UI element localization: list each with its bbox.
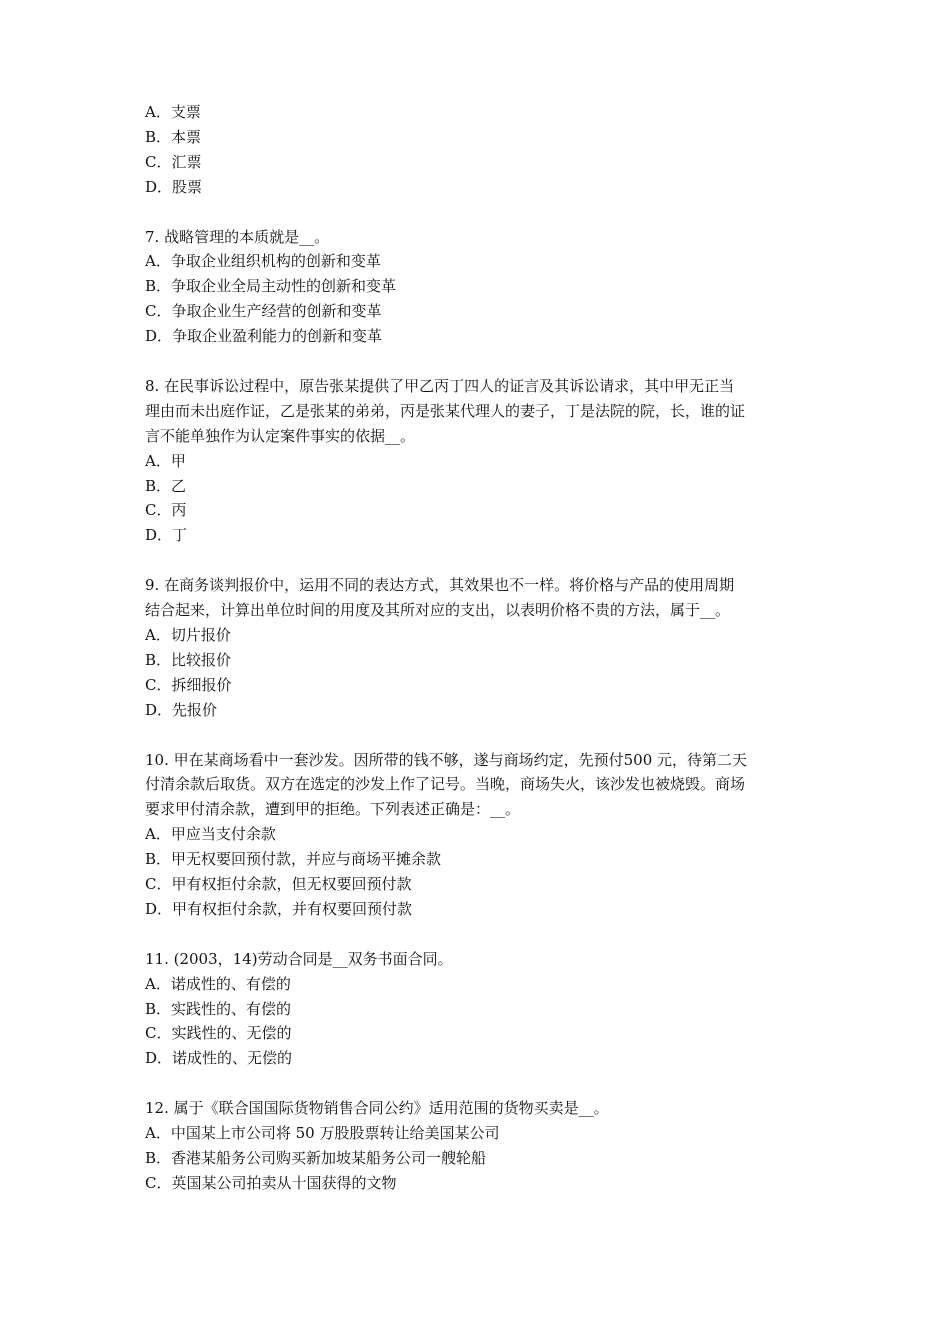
- option-line: A．甲应当支付余款: [145, 825, 276, 844]
- option-line: C．争取企业生产经营的创新和变革: [145, 302, 382, 321]
- option-line: C．拆细报价: [145, 675, 232, 694]
- question-block: [145, 573, 825, 722]
- option-line: C．汇票: [145, 152, 202, 171]
- question-text: 理由而未出庭作证，乙是张某的弟弟，丙是张某代理人的妻子，丁是法院的院，长，谁的证: [145, 401, 746, 420]
- block-spacer: [145, 548, 825, 573]
- option-line: D．甲有权拒付余款，并有权要回预付款: [145, 899, 413, 918]
- option-line: A．支票: [145, 103, 201, 121]
- option-line: A．中国某上市公司将 50 万股股票转让给美国某公司: [145, 1124, 500, 1143]
- question-text: 8. 在民事诉讼过程中，原告张某提供了甲乙丙丁四人的证言及其诉讼请求，其中甲无正当: [145, 376, 735, 395]
- option-line: B．香港某船务公司购买新加坡某船务公司一艘轮船: [145, 1148, 487, 1167]
- document-content: [145, 100, 825, 1196]
- question-text: 要求甲付清余款，遭到甲的拒绝。下列表述正确是：__。: [145, 800, 521, 819]
- option-line: D．争取企业盈利能力的创新和变革: [145, 327, 383, 346]
- option-line: C．英国某公司拍卖从十国获得的文物: [145, 1173, 397, 1192]
- question-block: [145, 748, 825, 922]
- block-spacer: [145, 349, 825, 374]
- option-line: D．先报价: [145, 700, 218, 719]
- block-spacer: [145, 723, 825, 748]
- question-text: 9. 在商务谈判报价中，运用不同的表达方式，其效果也不一样。将价格与产品的使用周期: [145, 576, 735, 595]
- question-text: 结合起来，计算出单位时间的用度及其所对应的支出，以表明价格不贵的方法，属于__。: [145, 601, 731, 620]
- option-line: B．比较报价: [145, 650, 232, 669]
- question-block: [145, 225, 825, 350]
- question-text: 10. 甲在某商场看中一套沙发。因所带的钱不够，遂与商场约定，先预付500 元，待第二天: [145, 750, 748, 769]
- option-line: B．争取企业全局主动性的创新和变革: [145, 277, 397, 296]
- question-block: [145, 947, 825, 1072]
- option-line: C．实践性的、无偿的: [145, 1024, 292, 1043]
- option-line: A．甲: [145, 451, 186, 470]
- option-line: D．股票: [145, 177, 203, 196]
- question-text: 11. (2003，14)劳动合同是__双务书面合同。: [145, 949, 453, 968]
- option-line: A．诺成性的、有偿的: [145, 974, 291, 993]
- question-text: 7. 战略管理的本质就是__。: [145, 227, 330, 246]
- option-line: D．丁: [145, 526, 188, 545]
- block-spacer: [145, 200, 825, 225]
- question-block: [145, 374, 825, 548]
- question-block: [145, 1096, 825, 1196]
- option-line: D．诺成性的、无偿的: [145, 1049, 293, 1068]
- option-line: A．争取企业组织机构的创新和变革: [145, 252, 381, 271]
- option-line: B．实践性的、有偿的: [145, 999, 292, 1018]
- question-text: 12. 属于《联合国国际货物销售合同公约》适用范围的货物买卖是__。: [145, 1099, 609, 1118]
- option-line: C．甲有权拒付余款，但无权要回预付款: [145, 875, 412, 894]
- block-spacer: [145, 1071, 825, 1096]
- option-line: B．甲无权要回预付款，并应与商场平摊余款: [145, 850, 442, 869]
- question-text: 言不能单独作为认定案件事实的依据__。: [145, 426, 416, 445]
- option-line: C．丙: [145, 501, 187, 520]
- option-line: A．切片报价: [145, 625, 231, 644]
- option-line: B．乙: [145, 476, 187, 495]
- option-line: B．本票: [145, 127, 202, 146]
- block-spacer: [145, 922, 825, 947]
- question-text: 付清余款后取货。双方在选定的沙发上作了记号。当晚，商场失火，该沙发也被烧毁。商场: [145, 775, 746, 794]
- question-block: [145, 100, 825, 200]
